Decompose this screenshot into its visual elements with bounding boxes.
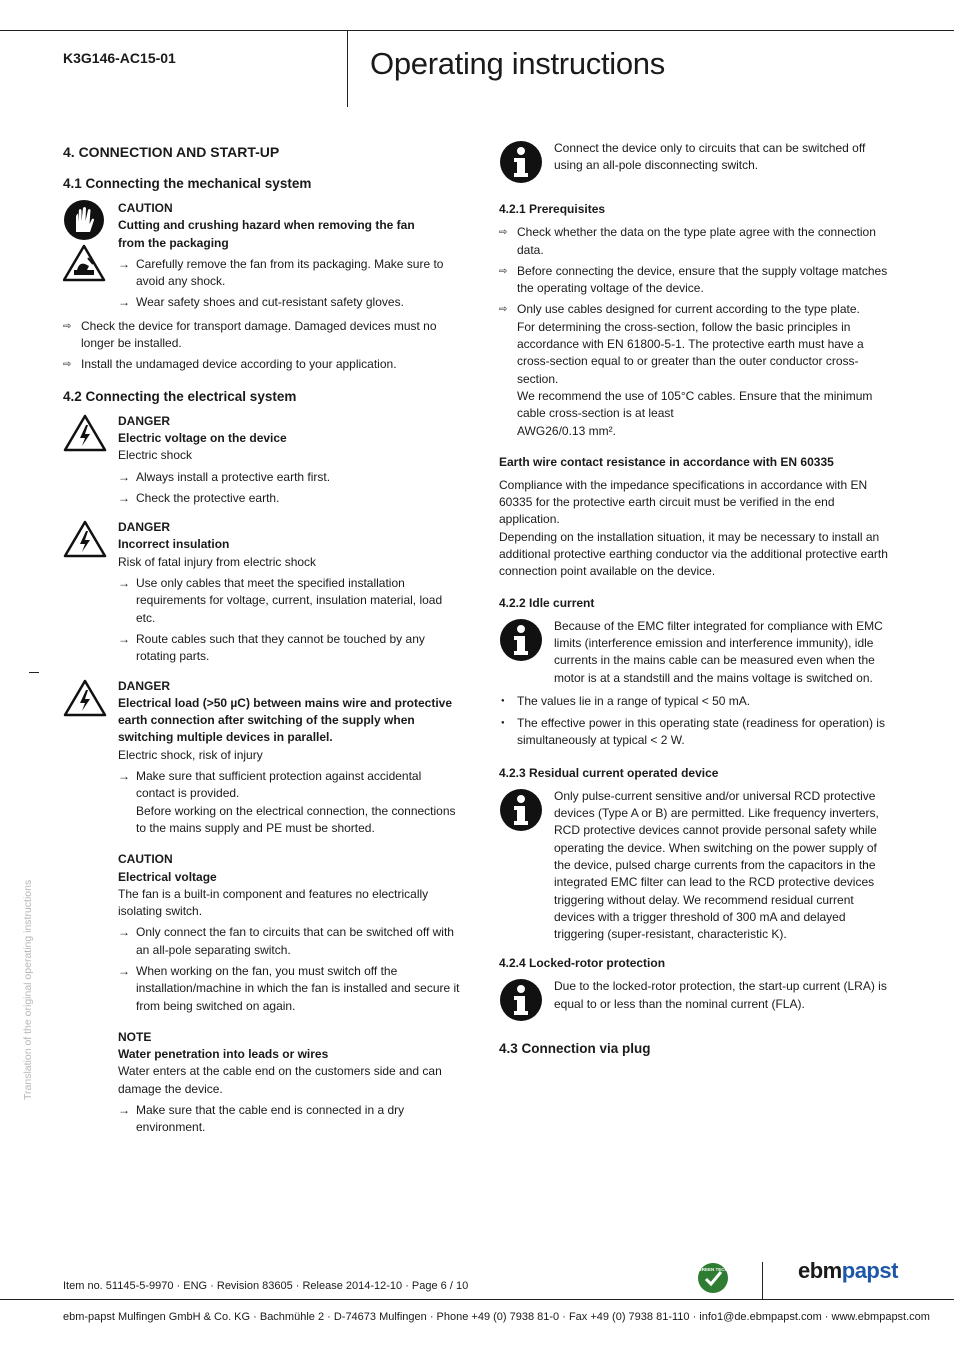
- danger-notice-insulation: [63, 519, 463, 665]
- info-text: Connect the device only to circuits that can be switched off using an all-pole disconnecting switch.: [554, 141, 866, 173]
- caution-description: The fan is a built-in component and features no electrically isolating switch.: [118, 886, 429, 919]
- header-top-rule: [0, 30, 954, 31]
- footer-rule: [0, 1299, 954, 1300]
- right-column: [499, 140, 889, 1065]
- high-voltage-warning-icon: [63, 678, 107, 718]
- info-icon: [499, 788, 543, 832]
- caution-headline: Electrical voltage: [118, 869, 217, 884]
- high-voltage-warning-icon: [63, 519, 107, 559]
- caution-notice-mechanical: [63, 200, 463, 312]
- check-item: ⇨ Check the device for transport damage. Damaged devices must no longer be installed.: [63, 318, 437, 351]
- check-item: ⇨ Check whether the data on the type plate agree with the connection data.: [499, 225, 876, 257]
- margin-tick: [29, 672, 39, 673]
- caution-label: CAUTION: [118, 852, 173, 867]
- section-title: 4. CONNECTION AND START-UP: [63, 144, 280, 160]
- danger-label: DANGER: [118, 678, 171, 693]
- action-item: → Always install a protective earth first.: [118, 469, 331, 484]
- document-id: K3G146-AC15-01: [63, 50, 176, 66]
- action-item: → Wear safety shoes and cut-resistant safety gloves.: [118, 295, 404, 310]
- earth-paragraph: Depending on the installation situation, it may be necessary to install an additional protective earthing conductor via the additional protective earth connection point available on the device.: [499, 529, 888, 579]
- subsection-idle-current: 4.2.2 Idle current: [499, 595, 595, 610]
- check-item: ⇨ Only use cables designed for current according to the type plate. For determining the cross-section, follow the basic principles in accordance with EN 61800-5-1. The protective earth must have a cross-section equal to or greater than the outer conductor cross-section. We recommend the use of 105°C cables. Ensure that the minimum cable cross-section is at least AWG26/0.13 mm².: [499, 302, 873, 438]
- earth-resistance-heading: Earth wire contact resistance in accordance with EN 60335: [499, 454, 834, 469]
- check-item: ⇨ Install the undamaged device according to your application.: [63, 357, 397, 372]
- action-item: → Make sure that the cable end is connected in a dry environment.: [118, 1103, 405, 1135]
- note-headline: Water penetration into leads or wires: [118, 1047, 329, 1062]
- gloves-icon: [63, 200, 107, 284]
- subsection-mechanical: 4.1 Connecting the mechanical system: [63, 176, 312, 191]
- note-description: Water enters at the cable end on the customers side and can damage the device.: [118, 1064, 442, 1096]
- danger-headline: Incorrect insulation: [118, 537, 230, 552]
- danger-notice-electrical-load: [63, 678, 463, 1137]
- action-item: → Only connect the fan to circuits that can be switched off with an all-pole separating switch.: [118, 925, 454, 957]
- ebmpapst-logo: ebmpapst: [798, 1258, 898, 1283]
- subsection-locked-rotor: 4.2.4 Locked-rotor protection: [499, 956, 666, 971]
- footer-logo-divider: [762, 1262, 763, 1300]
- info-notice-rcd: [499, 788, 889, 944]
- check-item: ⇨ Before connecting the device, ensure that the supply voltage matches the operating voltage of the device.: [499, 263, 888, 296]
- footer-company-info: ebm-papst Mulfingen GmbH & Co. KG · Bachmühle 2 · D-74673 Mulfingen · Phone +49 (0) 7938 81-0 · Fax +49 (0) 7938 81-110 · info1@de.ebmpapst.com · www.ebmpapst.com: [63, 1311, 930, 1323]
- note-label: NOTE: [118, 1029, 152, 1044]
- info-text: Due to the locked-rotor protection, the start-up current (LRA) is equal to or less than the nominal current (FLA).: [554, 979, 887, 1011]
- action-item: → Check the protective earth.: [118, 490, 280, 505]
- green-tech-badge-icon: [697, 1262, 729, 1294]
- subsection-electrical: 4.2 Connecting the electrical system: [63, 388, 297, 404]
- danger-headline: Electric voltage on the device: [118, 430, 287, 445]
- page-title: Operating instructions: [370, 46, 665, 81]
- info-notice-locked-rotor: [499, 978, 889, 1027]
- info-text: Because of the EMC filter integrated for compliance with EMC limits (interference emission and interference immunity), idle currents in the mains cable can be measured even when the motor is at a standstill and the mains voltage is switched on.: [554, 618, 883, 685]
- earth-paragraph: Compliance with the impedance specifications in accordance with EN 60335 for the protective earth circuit must be verified in the end application.: [499, 477, 868, 527]
- info-icon: [499, 140, 543, 184]
- subsection-rcd: 4.2.3 Residual current operated device: [499, 765, 719, 780]
- header-divider: [347, 30, 348, 107]
- bullet-item: ● The effective power in this operating state (readiness for operation) is simultaneously at typical < 2 W.: [501, 716, 885, 748]
- action-item: → Make sure that sufficient protection against accidental contact is provided. Before working on the electrical connection, the connections to the mains supply and PE must be shorted.: [118, 769, 456, 835]
- danger-label: DANGER: [118, 413, 171, 428]
- danger-description: Electric shock: [118, 448, 193, 463]
- sidebar-translation-note: Translation of the original operating instructions: [22, 879, 34, 1100]
- info-icon: [499, 618, 543, 662]
- action-item: → Carefully remove the fan from its packaging. Make sure to avoid any shock.: [118, 256, 444, 289]
- danger-headline: Electrical load (>50 µC) between mains wire and protective earth connection after switching of the supply when switching multiple devices in parallel.: [118, 695, 453, 745]
- footer-item-info: Item no. 51145-5-9970 · ENG · Revision 83605 · Release 2014-12-10 · Page 6 / 10: [63, 1280, 469, 1292]
- left-column: [63, 140, 463, 1143]
- high-voltage-warning-icon: [63, 413, 107, 453]
- danger-notice-voltage: [63, 413, 463, 507]
- danger-description: Electric shock, risk of injury: [118, 747, 263, 762]
- action-item: → Route cables such that they cannot be touched by any rotating parts.: [118, 631, 425, 664]
- caution-headline: Cutting and crushing hazard when removing the fan from the packaging: [118, 218, 415, 250]
- info-notice-disconnect: [499, 140, 889, 189]
- subsection-plug: 4.3 Connection via plug: [499, 1040, 651, 1056]
- svg-text:GREEN TECH: GREEN TECH: [698, 1267, 728, 1272]
- info-text: Only pulse-current sensitive and/or universal RCD protective devices (Type A or B) are permitted. Like frequency inverters, RCD protective devices cannot provide personal safety while operating the device. When switching on the power supply of the device, pulsed charge currents from the capacitors in the integrated EMC filter can lead to the RCD protective devices triggering without delay. We recommend residual current devices with a trigger threshold of 300 mA and delayed triggering (super-resistant, characteristic K).: [554, 788, 879, 942]
- action-item: → When working on the fan, you must switch off the installation/machine in which the fan is installed and secure it from being switched on again.: [118, 963, 460, 1013]
- info-notice-idle: [499, 618, 889, 687]
- caution-label: CAUTION: [118, 201, 173, 215]
- bullet-item: ● The values lie in a range of typical < 50 mA.: [501, 693, 751, 708]
- subsection-prerequisites: 4.2.1 Prerequisites: [499, 202, 606, 217]
- crushing-hazard-icon: [64, 246, 104, 280]
- action-item: → Use only cables that meet the specified installation requirements for voltage, current, insulation material, load etc.: [118, 576, 443, 625]
- danger-description: Risk of fatal injury from electric shock: [118, 554, 317, 569]
- info-icon: [499, 978, 543, 1022]
- danger-label: DANGER: [118, 520, 171, 535]
